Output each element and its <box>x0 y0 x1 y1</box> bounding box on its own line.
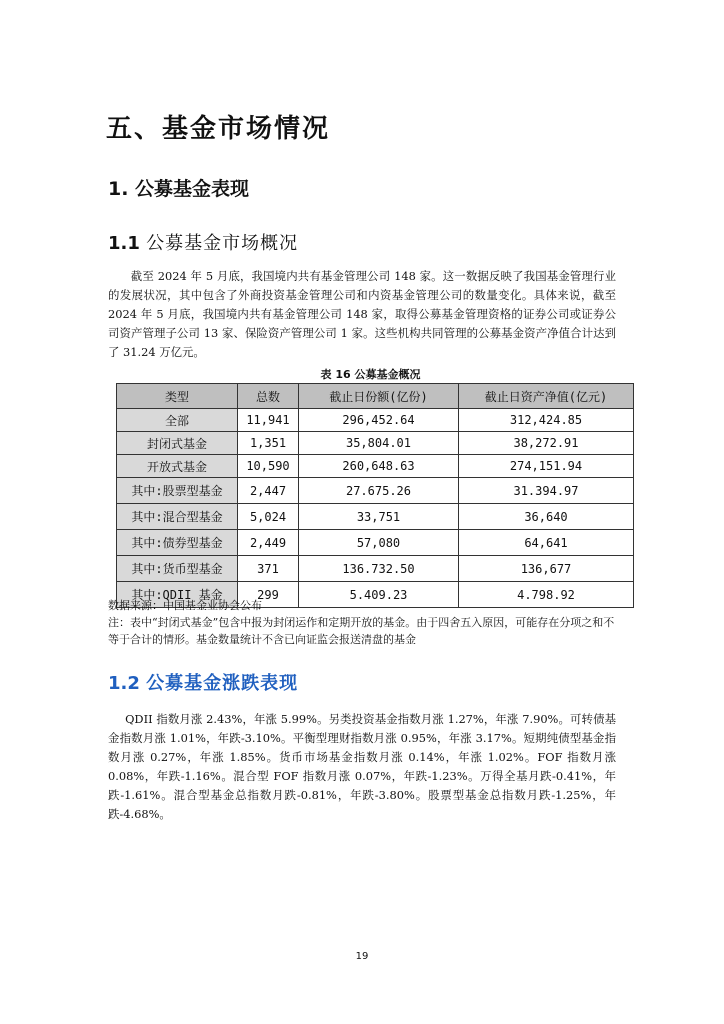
cell-nav: 312,424.85 <box>459 409 634 432</box>
cell-shares: 296,452.64 <box>299 409 459 432</box>
cell-shares: 136.732.50 <box>299 556 459 582</box>
cell-nav: 31.394.97 <box>459 478 634 504</box>
cell-type: 全部 <box>117 409 238 432</box>
cell-nav: 274,151.94 <box>459 455 634 478</box>
subsection-1-1-number: 1.1 <box>108 233 140 254</box>
subsection-1-2-number: 1.2 <box>108 673 140 694</box>
cell-nav: 64,641 <box>459 530 634 556</box>
table-row <box>117 504 634 530</box>
cell-shares: 57,080 <box>299 530 459 556</box>
cell-nav: 36,640 <box>459 504 634 530</box>
cell-nav: 4.798.92 <box>459 582 634 608</box>
subsection-1-2-heading <box>108 669 298 695</box>
table-row <box>117 556 634 582</box>
cell-nav: 38,272.91 <box>459 432 634 455</box>
header-nav: 截止日资产净值(亿元) <box>459 384 634 409</box>
performance-paragraph: QDII 指数月涨 2.43%，年涨 5.99%。另类投资基金指数月涨 1.27%，年涨 7.90%。可转债基金指数月涨 1.01%，年跌-3.10%。平衡型理财指数月涨 0.95%，年涨 3.17%。短期纯债型基金指数月涨 0.27%，年涨 1.85%。货币市场基金指数月涨 0.14%，年涨 1.02%。FOF 指数月涨 0.08%，年跌-1.16%。混合型 FOF 指数月涨 0.07%，年跌-1.23%。万得全基月跌-0.41%，年跌-1.61%。混合型基金总指数月跌-0.81%，年跌-3.80%。股票型基金总指数月跌-1.25%，年跌-4.68%。 <box>108 712 616 821</box>
table-header-row <box>117 384 634 409</box>
cell-type: 其中:QDII 基金 <box>117 582 238 608</box>
header-count: 总数 <box>238 384 299 409</box>
page-number: 19 <box>355 951 369 962</box>
cell-shares: 35,804.01 <box>299 432 459 455</box>
intro-paragraph: 截至 2024 年 5 月底，我国境内共有基金管理公司 148 家。这一数据反映了我国基金管理行业的发展状况，其中包含了外商投资基金管理公司和内资基金管理公司的数量变化。具体来说，截至 2024 年 5 月底，我国境内共有基金管理公司 148 家，取得公募基金管理资格的证券公司或证券公司资产管理子公司 13 家、保险资产管理公司 1 家。这些机构共同管理的公募基金资产净值合计达到了 31.24 万亿元。 <box>108 269 616 359</box>
table-caption: 表 16 公募基金概况 <box>320 368 421 381</box>
cell-count: 371 <box>238 556 299 582</box>
cell-count: 299 <box>238 582 299 608</box>
table-row <box>117 455 634 478</box>
cell-count: 2,449 <box>238 530 299 556</box>
table-row <box>117 409 634 432</box>
cell-nav: 136,677 <box>459 556 634 582</box>
subsection-1-1-heading <box>108 229 298 255</box>
cell-type: 封闭式基金 <box>117 432 238 455</box>
cell-count: 2,447 <box>238 478 299 504</box>
cell-count: 5,024 <box>238 504 299 530</box>
table-row <box>117 478 634 504</box>
cell-type: 其中:债券型基金 <box>117 530 238 556</box>
cell-shares: 260,648.63 <box>299 455 459 478</box>
cell-type: 开放式基金 <box>117 455 238 478</box>
table-row <box>117 432 634 455</box>
header-type: 类型 <box>117 384 238 409</box>
subsection-1-1-title: 公募基金市场概况 <box>146 233 299 254</box>
cell-shares: 5.409.23 <box>299 582 459 608</box>
cell-shares: 27.675.26 <box>299 478 459 504</box>
cell-type: 其中:货币型基金 <box>117 556 238 582</box>
cell-shares: 33,751 <box>299 504 459 530</box>
fund-overview-table <box>116 383 634 608</box>
section-heading: 五、基金市场情况 <box>106 114 331 144</box>
cell-type: 其中:混合型基金 <box>117 504 238 530</box>
cell-count: 1,351 <box>238 432 299 455</box>
table-remark: 注：表中“封闭式基金”包含中报为封闭运作和定期开放的基金。由于四舍五入原因，可能存在分项之和不等于合计的情形。基金数量统计不含已向证监会报送清盘的基金 <box>108 616 615 646</box>
cell-count: 10,590 <box>238 455 299 478</box>
header-shares: 截止日份额(亿份) <box>299 384 459 409</box>
subsection-heading: 1. 公募基金表现 <box>108 178 250 200</box>
cell-type: 其中:股票型基金 <box>117 478 238 504</box>
cell-count: 11,941 <box>238 409 299 432</box>
table-row <box>117 530 634 556</box>
subsection-1-2-title: 公募基金涨跌表现 <box>146 673 299 694</box>
source-note: 数据来源：中国基金业协会公布 <box>108 599 262 612</box>
